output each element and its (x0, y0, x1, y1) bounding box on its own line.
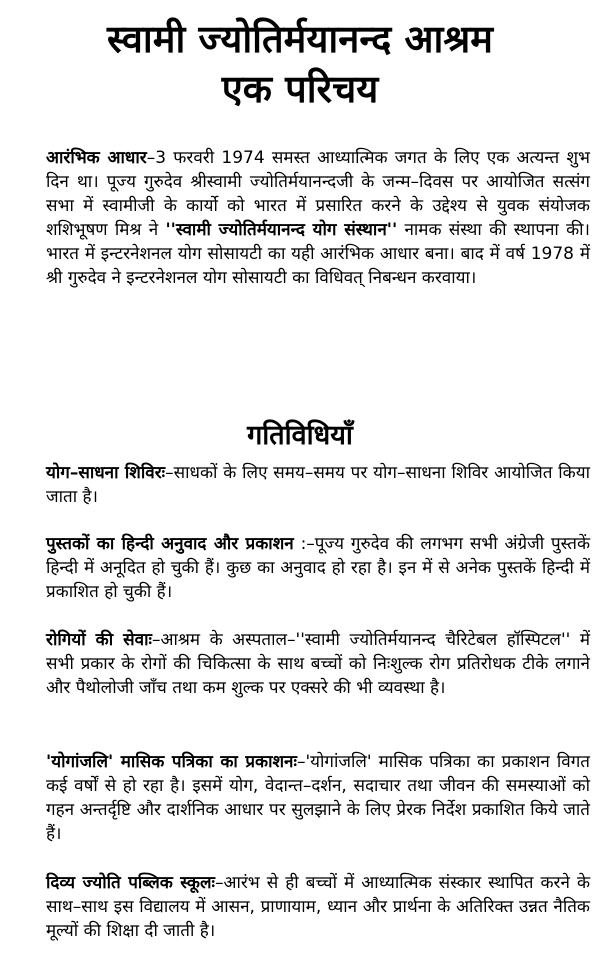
intro-label: आरंभिक आधार (46, 148, 147, 168)
intro-paragraph (10, 146, 590, 290)
title-line-1: स्वामी ज्योतिर्मयानन्द आश्रम (107, 17, 493, 61)
activity-text: –'योगांजलि' मासिक पत्रिका का प्रकाशन विगत कई वर्षों से हो रहा है। इसमें योग, वेदान्त–दर्शन, सदाचार तथा जीवन की समस्याओं को गहन अन्तर्दृष्टि और दार्शनिक आधार पर सुलझाने के लिए प्रेरक निर्देश प्रकाशित किये जाते हैं। (46, 752, 590, 844)
activity-label: दिव्य ज्योति पब्लिक स्कूलः (46, 873, 215, 893)
activity-text: :–पूज्य गुरुदेव की लगभग सभी अंग्रेजी पुस्तकें हिन्दी में अनूदित हो चुकी हैं। कुछ का अनुवाद हो रहा है। इन में से अनेक पुस्तकें हिन्दी में प्रकाशित हो चुकी हैं। (46, 534, 591, 602)
activity-item-yoga-camp (10, 461, 590, 509)
page-title (10, 14, 590, 114)
intro-text-b: नामक संस्था की स्थापना की। भारत में इन्टरनेशनल योग सोसायटी का यही आरंभिक आधार बना। बाद में वर्ष 1978 में श्री गुरुदेव ने इन्टरनेशनल योग सोसायटी का विधिवत् निबन्धन करवाया। (46, 220, 590, 288)
activities-heading: गतिविधियाँ (247, 420, 353, 452)
activity-item-school (10, 871, 590, 943)
activity-text: –साधकों के लिए समय–समय पर योग–साधना शिविर आयोजित किया जाता है। (46, 463, 590, 507)
activity-text: –आश्रम के अस्पताल–''स्वामी ज्योतिर्मयानन्द चैरिटेबल हॉस्पिटल'' में सभी प्रकार के रोगों की चिकित्सा के साथ बच्चों को निःशुल्क रोग प्रतिरोधक टीके लगाने और पैथोलोजी जाँच तथा कम शुल्क पर एक्सरे की भी व्यवस्था है। (46, 630, 590, 698)
title-line-2: एक परिचय (221, 67, 379, 111)
activity-item-patient-care (10, 628, 590, 700)
activity-item-yogaanjali (10, 750, 590, 846)
activity-label: योग–साधना शिविरः (46, 463, 166, 483)
activity-label: 'योगांजलि' मासिक पत्रिका का प्रकाशनः (46, 752, 297, 772)
institute-name: ''स्वामी ज्योतिर्मयानन्द योग संस्थान'' (165, 220, 398, 240)
intro-text-a: –3 फरवरी 1974 समस्त आध्यात्मिक जगत के लिए एक अत्यन्त शुभ दिन था। पूज्य गुरुदेव श्रीस्वामी ज्योतिर्मयानन्दजी के जन्म–दिवस पर आयोजित सत्संग सभा में स्वामीजी के कार्यो को भारत में प्रसारित करने के उद्देश्य से युवक संयोजक शशिभूषण मिश्र ने (46, 148, 591, 240)
activity-label: पुस्तकों का हिन्दी अनुवाद और प्रकाशन (46, 534, 294, 554)
activity-text: –आरंभ से ही बच्चों में आध्यात्मिक संस्कार स्थापित करने के साथ–साथ इस विद्यालय में आसन, प्राणायाम, ध्यान और प्रार्थना के अतिरिक्त उन्नत नैतिक मूल्यों की शिक्षा दी जाती है। (46, 873, 590, 941)
activity-label: रोगियों की सेवाः (46, 630, 152, 650)
activity-item-translation (10, 532, 590, 604)
